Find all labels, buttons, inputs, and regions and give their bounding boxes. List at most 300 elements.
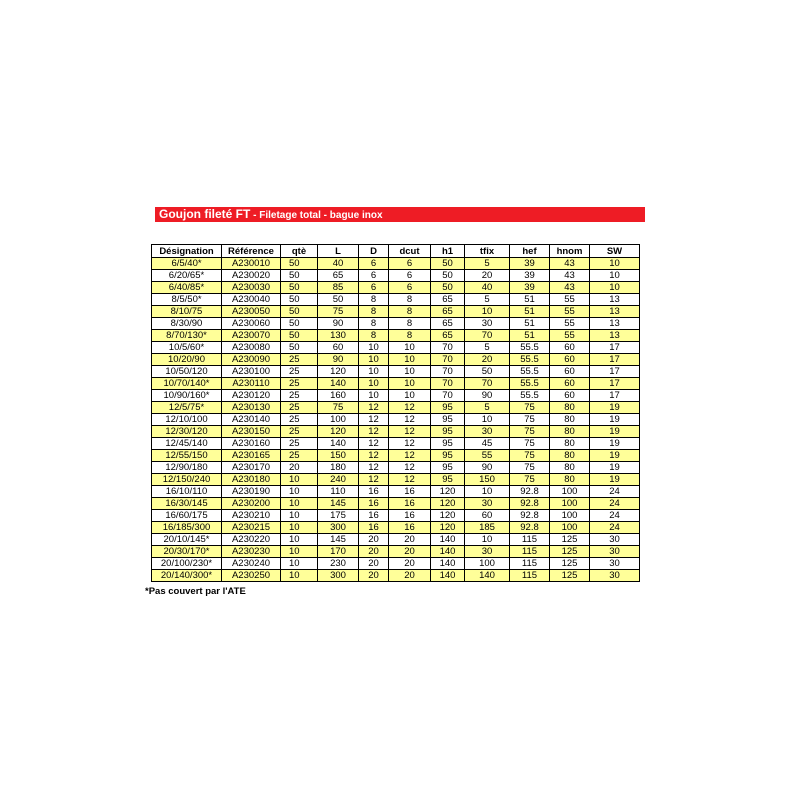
table-cell: 6 bbox=[359, 258, 389, 270]
table-cell: A230140 bbox=[222, 414, 281, 426]
table-cell: 51 bbox=[510, 306, 550, 318]
table-cell: 92.8 bbox=[510, 486, 550, 498]
table-cell: 20/140/300* bbox=[152, 570, 222, 582]
column-header: hef bbox=[510, 245, 550, 258]
table-cell: 10 bbox=[389, 342, 431, 354]
table-row bbox=[152, 522, 640, 534]
table-cell: 12 bbox=[359, 462, 389, 474]
column-header: hnom bbox=[550, 245, 590, 258]
table-cell: 140 bbox=[318, 438, 359, 450]
table-cell: 175 bbox=[318, 510, 359, 522]
table-cell: 80 bbox=[550, 438, 590, 450]
table-cell: 100 bbox=[550, 522, 590, 534]
column-header: h1 bbox=[431, 245, 465, 258]
table-row bbox=[152, 366, 640, 378]
table-cell: A230020 bbox=[222, 270, 281, 282]
table-cell: 120 bbox=[431, 486, 465, 498]
table-cell: 95 bbox=[431, 426, 465, 438]
table-cell: 10 bbox=[281, 522, 318, 534]
table-cell: 95 bbox=[431, 402, 465, 414]
table-cell: 45 bbox=[465, 438, 510, 450]
table-cell: 16/30/145 bbox=[152, 498, 222, 510]
table-cell: 8 bbox=[389, 330, 431, 342]
table-cell: 19 bbox=[590, 450, 640, 462]
table-cell: 70 bbox=[431, 342, 465, 354]
table-cell: 19 bbox=[590, 402, 640, 414]
table-cell: 50 bbox=[281, 282, 318, 294]
table-cell: 39 bbox=[510, 282, 550, 294]
table-cell: 16 bbox=[359, 522, 389, 534]
table-cell: 16 bbox=[389, 486, 431, 498]
table-row bbox=[152, 426, 640, 438]
table-row bbox=[152, 318, 640, 330]
table-cell: 100 bbox=[550, 486, 590, 498]
table-cell: 12/150/240 bbox=[152, 474, 222, 486]
table-cell: 12/45/140 bbox=[152, 438, 222, 450]
table-cell: 10 bbox=[465, 414, 510, 426]
table-cell: 50 bbox=[281, 294, 318, 306]
table-cell: 55 bbox=[550, 306, 590, 318]
table-cell: A230165 bbox=[222, 450, 281, 462]
table-row bbox=[152, 354, 640, 366]
table-cell: 50 bbox=[431, 258, 465, 270]
table-cell: 19 bbox=[590, 414, 640, 426]
table-cell: 17 bbox=[590, 354, 640, 366]
table-cell: 51 bbox=[510, 318, 550, 330]
table-cell: 12 bbox=[389, 414, 431, 426]
table-cell: 80 bbox=[550, 462, 590, 474]
table-cell: 20 bbox=[281, 462, 318, 474]
table-cell: 17 bbox=[590, 342, 640, 354]
table-cell: 145 bbox=[318, 498, 359, 510]
table-cell: 10 bbox=[465, 534, 510, 546]
table-cell: 10 bbox=[465, 486, 510, 498]
table-cell: 10 bbox=[389, 366, 431, 378]
table-cell: 10 bbox=[281, 558, 318, 570]
table-cell: 10/5/60* bbox=[152, 342, 222, 354]
table-cell: 6/20/65* bbox=[152, 270, 222, 282]
table-cell: 8 bbox=[359, 330, 389, 342]
table-cell: A230130 bbox=[222, 402, 281, 414]
table-row bbox=[152, 330, 640, 342]
table-cell: 50 bbox=[281, 258, 318, 270]
table-cell: A230070 bbox=[222, 330, 281, 342]
table-cell: 10 bbox=[465, 306, 510, 318]
table-cell: 50 bbox=[281, 318, 318, 330]
table-cell: 50 bbox=[281, 270, 318, 282]
table-cell: 20/30/170* bbox=[152, 546, 222, 558]
table-cell: 60 bbox=[550, 342, 590, 354]
table-cell: 55.5 bbox=[510, 390, 550, 402]
table-cell: 6 bbox=[359, 282, 389, 294]
table-cell: 115 bbox=[510, 534, 550, 546]
table-cell: 120 bbox=[318, 366, 359, 378]
table-cell: 12 bbox=[389, 402, 431, 414]
table-body bbox=[152, 258, 640, 582]
table-cell: 12 bbox=[359, 474, 389, 486]
table-row bbox=[152, 306, 640, 318]
table-cell: 43 bbox=[550, 258, 590, 270]
table-cell: 12 bbox=[389, 450, 431, 462]
table-cell: 20/100/230* bbox=[152, 558, 222, 570]
table-cell: 240 bbox=[318, 474, 359, 486]
table-cell: 50 bbox=[281, 342, 318, 354]
table-cell: 19 bbox=[590, 474, 640, 486]
title-bar bbox=[155, 207, 645, 222]
table-cell: 70 bbox=[465, 378, 510, 390]
table-cell: 10 bbox=[389, 390, 431, 402]
table-cell: 10 bbox=[590, 282, 640, 294]
table-cell: 20 bbox=[359, 558, 389, 570]
table-cell: 80 bbox=[550, 414, 590, 426]
table-cell: 125 bbox=[550, 558, 590, 570]
table-cell: 120 bbox=[431, 498, 465, 510]
table-cell: 8/70/130* bbox=[152, 330, 222, 342]
table-cell: 10 bbox=[281, 510, 318, 522]
table-cell: 10 bbox=[281, 570, 318, 582]
table-cell: 16 bbox=[389, 498, 431, 510]
table-cell: 100 bbox=[465, 558, 510, 570]
table-cell: 25 bbox=[281, 438, 318, 450]
table-cell: 125 bbox=[550, 546, 590, 558]
table-cell: 16/60/175 bbox=[152, 510, 222, 522]
table-cell: 80 bbox=[550, 402, 590, 414]
table-cell: 10 bbox=[359, 390, 389, 402]
table-cell: 300 bbox=[318, 570, 359, 582]
table-cell: A230080 bbox=[222, 342, 281, 354]
table-cell: 12 bbox=[359, 438, 389, 450]
table-cell: 50 bbox=[431, 282, 465, 294]
table-cell: 12 bbox=[389, 438, 431, 450]
table-row bbox=[152, 546, 640, 558]
table-cell: 6 bbox=[389, 282, 431, 294]
table-cell: 12/5/75* bbox=[152, 402, 222, 414]
table-cell: 60 bbox=[318, 342, 359, 354]
table-cell: 100 bbox=[550, 498, 590, 510]
table-cell: 16/10/110 bbox=[152, 486, 222, 498]
table-cell: 6/40/85* bbox=[152, 282, 222, 294]
table-cell: A230210 bbox=[222, 510, 281, 522]
table-row bbox=[152, 378, 640, 390]
table-cell: 80 bbox=[550, 426, 590, 438]
table-cell: 13 bbox=[590, 330, 640, 342]
table-cell: 10 bbox=[590, 270, 640, 282]
table-cell: 75 bbox=[510, 474, 550, 486]
table-cell: 140 bbox=[465, 570, 510, 582]
table-cell: 20 bbox=[465, 354, 510, 366]
table-row bbox=[152, 534, 640, 546]
table-cell: 10 bbox=[590, 258, 640, 270]
table-cell: 40 bbox=[318, 258, 359, 270]
table-cell: 65 bbox=[431, 318, 465, 330]
table-cell: 55 bbox=[550, 294, 590, 306]
table-cell: 10 bbox=[359, 366, 389, 378]
table-row bbox=[152, 294, 640, 306]
table-cell: 10 bbox=[359, 342, 389, 354]
table-cell: 115 bbox=[510, 558, 550, 570]
table-cell: 92.8 bbox=[510, 498, 550, 510]
table-cell: 55.5 bbox=[510, 378, 550, 390]
table-cell: 65 bbox=[318, 270, 359, 282]
table-cell: 6/5/40* bbox=[152, 258, 222, 270]
table-cell: 65 bbox=[431, 330, 465, 342]
table-cell: 5 bbox=[465, 294, 510, 306]
table-cell: A230180 bbox=[222, 474, 281, 486]
table-row bbox=[152, 450, 640, 462]
table-cell: 10 bbox=[281, 546, 318, 558]
table-cell: 13 bbox=[590, 294, 640, 306]
table-cell: 80 bbox=[550, 474, 590, 486]
table-cell: 17 bbox=[590, 366, 640, 378]
table-cell: 51 bbox=[510, 330, 550, 342]
table-cell: 20 bbox=[389, 558, 431, 570]
column-header: dcut bbox=[389, 245, 431, 258]
table-cell: 16 bbox=[359, 486, 389, 498]
table-cell: 20 bbox=[359, 570, 389, 582]
table-cell: 140 bbox=[431, 558, 465, 570]
table-cell: 75 bbox=[318, 306, 359, 318]
table-cell: 24 bbox=[590, 486, 640, 498]
table-cell: 230 bbox=[318, 558, 359, 570]
table-row bbox=[152, 558, 640, 570]
table-cell: 110 bbox=[318, 486, 359, 498]
table-cell: 92.8 bbox=[510, 510, 550, 522]
table-cell: 39 bbox=[510, 270, 550, 282]
table-row bbox=[152, 498, 640, 510]
table-cell: 25 bbox=[281, 354, 318, 366]
table-row bbox=[152, 510, 640, 522]
table-cell: 30 bbox=[590, 570, 640, 582]
table-cell: 75 bbox=[510, 450, 550, 462]
table-cell: 8 bbox=[389, 294, 431, 306]
table-cell: 100 bbox=[550, 510, 590, 522]
table-cell: 180 bbox=[318, 462, 359, 474]
table-cell: A230160 bbox=[222, 438, 281, 450]
table-cell: A230215 bbox=[222, 522, 281, 534]
table-cell: 140 bbox=[318, 378, 359, 390]
table-row bbox=[152, 438, 640, 450]
table-cell: 50 bbox=[465, 366, 510, 378]
table-cell: 10 bbox=[281, 486, 318, 498]
table-cell: 16 bbox=[359, 498, 389, 510]
table-cell: 150 bbox=[465, 474, 510, 486]
table-cell: 12 bbox=[359, 402, 389, 414]
table-cell: 12/90/180 bbox=[152, 462, 222, 474]
table-cell: A230060 bbox=[222, 318, 281, 330]
table-cell: 30 bbox=[465, 498, 510, 510]
table-cell: 12 bbox=[359, 426, 389, 438]
table-cell: 19 bbox=[590, 438, 640, 450]
table-row bbox=[152, 414, 640, 426]
table-cell: 12/30/120 bbox=[152, 426, 222, 438]
table-cell: 120 bbox=[431, 522, 465, 534]
table-cell: 30 bbox=[465, 426, 510, 438]
table-cell: 13 bbox=[590, 318, 640, 330]
table-cell: A230100 bbox=[222, 366, 281, 378]
table-cell: 16 bbox=[389, 522, 431, 534]
table-cell: 60 bbox=[550, 378, 590, 390]
table-cell: 92.8 bbox=[510, 522, 550, 534]
table-cell: A230090 bbox=[222, 354, 281, 366]
table-cell: 20 bbox=[389, 570, 431, 582]
table-cell: 60 bbox=[550, 366, 590, 378]
table-cell: 20 bbox=[389, 534, 431, 546]
table-cell: 300 bbox=[318, 522, 359, 534]
table-cell: 24 bbox=[590, 510, 640, 522]
table-cell: 12 bbox=[389, 474, 431, 486]
table-row bbox=[152, 486, 640, 498]
table-cell: 75 bbox=[510, 462, 550, 474]
table-cell: 5 bbox=[465, 342, 510, 354]
table-cell: 55.5 bbox=[510, 366, 550, 378]
table-cell: A230150 bbox=[222, 426, 281, 438]
table-cell: 24 bbox=[590, 498, 640, 510]
table-cell: 12/55/150 bbox=[152, 450, 222, 462]
table-row bbox=[152, 474, 640, 486]
table-cell: 60 bbox=[550, 354, 590, 366]
table-cell: 5 bbox=[465, 402, 510, 414]
table-cell: 8 bbox=[359, 294, 389, 306]
table-cell: 30 bbox=[590, 558, 640, 570]
table-cell: 10 bbox=[389, 378, 431, 390]
table-row bbox=[152, 270, 640, 282]
table-row bbox=[152, 258, 640, 270]
table-cell: 30 bbox=[465, 318, 510, 330]
table-cell: A230050 bbox=[222, 306, 281, 318]
table-cell: 10 bbox=[281, 498, 318, 510]
table-cell: 70 bbox=[431, 390, 465, 402]
table-cell: 8 bbox=[359, 306, 389, 318]
table-cell: 25 bbox=[281, 414, 318, 426]
table-cell: 150 bbox=[318, 450, 359, 462]
table-cell: 55 bbox=[465, 450, 510, 462]
column-header: D bbox=[359, 245, 389, 258]
table-cell: 145 bbox=[318, 534, 359, 546]
column-header: qtè bbox=[281, 245, 318, 258]
table-row bbox=[152, 402, 640, 414]
table-cell: 17 bbox=[590, 378, 640, 390]
table-cell: A230030 bbox=[222, 282, 281, 294]
table-cell: 140 bbox=[431, 534, 465, 546]
table-cell: 10/90/160* bbox=[152, 390, 222, 402]
table-cell: 40 bbox=[465, 282, 510, 294]
table-cell: 10 bbox=[359, 354, 389, 366]
table-cell: 10/50/120 bbox=[152, 366, 222, 378]
table-cell: 16 bbox=[389, 510, 431, 522]
table-cell: 10 bbox=[281, 534, 318, 546]
table-cell: 75 bbox=[510, 414, 550, 426]
table-cell: 20 bbox=[465, 270, 510, 282]
table-cell: 65 bbox=[431, 306, 465, 318]
column-header: SW bbox=[590, 245, 640, 258]
table-cell: 51 bbox=[510, 294, 550, 306]
table-cell: 55 bbox=[550, 318, 590, 330]
table-row bbox=[152, 462, 640, 474]
table-row bbox=[152, 570, 640, 582]
table-cell: 13 bbox=[590, 306, 640, 318]
column-header: Référence bbox=[222, 245, 281, 258]
table-cell: 20 bbox=[389, 546, 431, 558]
table-cell: 70 bbox=[431, 366, 465, 378]
table-cell: 25 bbox=[281, 378, 318, 390]
table-cell: 50 bbox=[281, 330, 318, 342]
table-cell: 50 bbox=[281, 306, 318, 318]
table-cell: 115 bbox=[510, 570, 550, 582]
table-cell: 95 bbox=[431, 474, 465, 486]
table-cell: 70 bbox=[431, 354, 465, 366]
table-cell: 130 bbox=[318, 330, 359, 342]
table-cell: 120 bbox=[431, 510, 465, 522]
table-cell: 10/20/90 bbox=[152, 354, 222, 366]
table-cell: 90 bbox=[465, 462, 510, 474]
table-cell: 8 bbox=[389, 306, 431, 318]
table-cell: 16/185/300 bbox=[152, 522, 222, 534]
table-cell: 6 bbox=[389, 258, 431, 270]
table-cell: 10 bbox=[281, 474, 318, 486]
table-cell: 55.5 bbox=[510, 342, 550, 354]
table-cell: 25 bbox=[281, 402, 318, 414]
table-cell: 8 bbox=[389, 318, 431, 330]
table-cell: 75 bbox=[510, 402, 550, 414]
footnote: *Pas couvert par l'ATE bbox=[145, 586, 246, 597]
table-cell: 30 bbox=[590, 534, 640, 546]
table-cell: A230250 bbox=[222, 570, 281, 582]
column-header: tfix bbox=[465, 245, 510, 258]
table-cell: A230190 bbox=[222, 486, 281, 498]
table-cell: 8/5/50* bbox=[152, 294, 222, 306]
table-cell: 8 bbox=[359, 318, 389, 330]
table-cell: 70 bbox=[431, 378, 465, 390]
table-cell: 70 bbox=[465, 330, 510, 342]
table-cell: A230110 bbox=[222, 378, 281, 390]
table-cell: 95 bbox=[431, 414, 465, 426]
title-main: Goujon fileté FT bbox=[159, 207, 251, 221]
table-row bbox=[152, 282, 640, 294]
table-cell: 5 bbox=[465, 258, 510, 270]
table-cell: 19 bbox=[590, 462, 640, 474]
table-row bbox=[152, 342, 640, 354]
table-cell: 95 bbox=[431, 462, 465, 474]
table-cell: 30 bbox=[465, 546, 510, 558]
table-cell: 85 bbox=[318, 282, 359, 294]
table-cell: 90 bbox=[318, 354, 359, 366]
table-cell: 60 bbox=[465, 510, 510, 522]
table-cell: 170 bbox=[318, 546, 359, 558]
table-cell: 50 bbox=[431, 270, 465, 282]
table-cell: A230010 bbox=[222, 258, 281, 270]
table-cell: 12/10/100 bbox=[152, 414, 222, 426]
table-cell: 10 bbox=[359, 378, 389, 390]
table-cell: A230230 bbox=[222, 546, 281, 558]
table-cell: 140 bbox=[431, 570, 465, 582]
table-cell: 20/10/145* bbox=[152, 534, 222, 546]
table-cell: 30 bbox=[590, 546, 640, 558]
table-cell: 95 bbox=[431, 438, 465, 450]
table-row bbox=[152, 390, 640, 402]
table-cell: 115 bbox=[510, 546, 550, 558]
table-cell: 100 bbox=[318, 414, 359, 426]
table-cell: 25 bbox=[281, 426, 318, 438]
table-cell: 90 bbox=[318, 318, 359, 330]
table-cell: 50 bbox=[318, 294, 359, 306]
table-cell: 75 bbox=[510, 426, 550, 438]
table-cell: 60 bbox=[550, 390, 590, 402]
table-cell: 55 bbox=[550, 330, 590, 342]
table-cell: 125 bbox=[550, 534, 590, 546]
table-cell: 10 bbox=[389, 354, 431, 366]
table-cell: 75 bbox=[510, 438, 550, 450]
table-cell: 120 bbox=[318, 426, 359, 438]
